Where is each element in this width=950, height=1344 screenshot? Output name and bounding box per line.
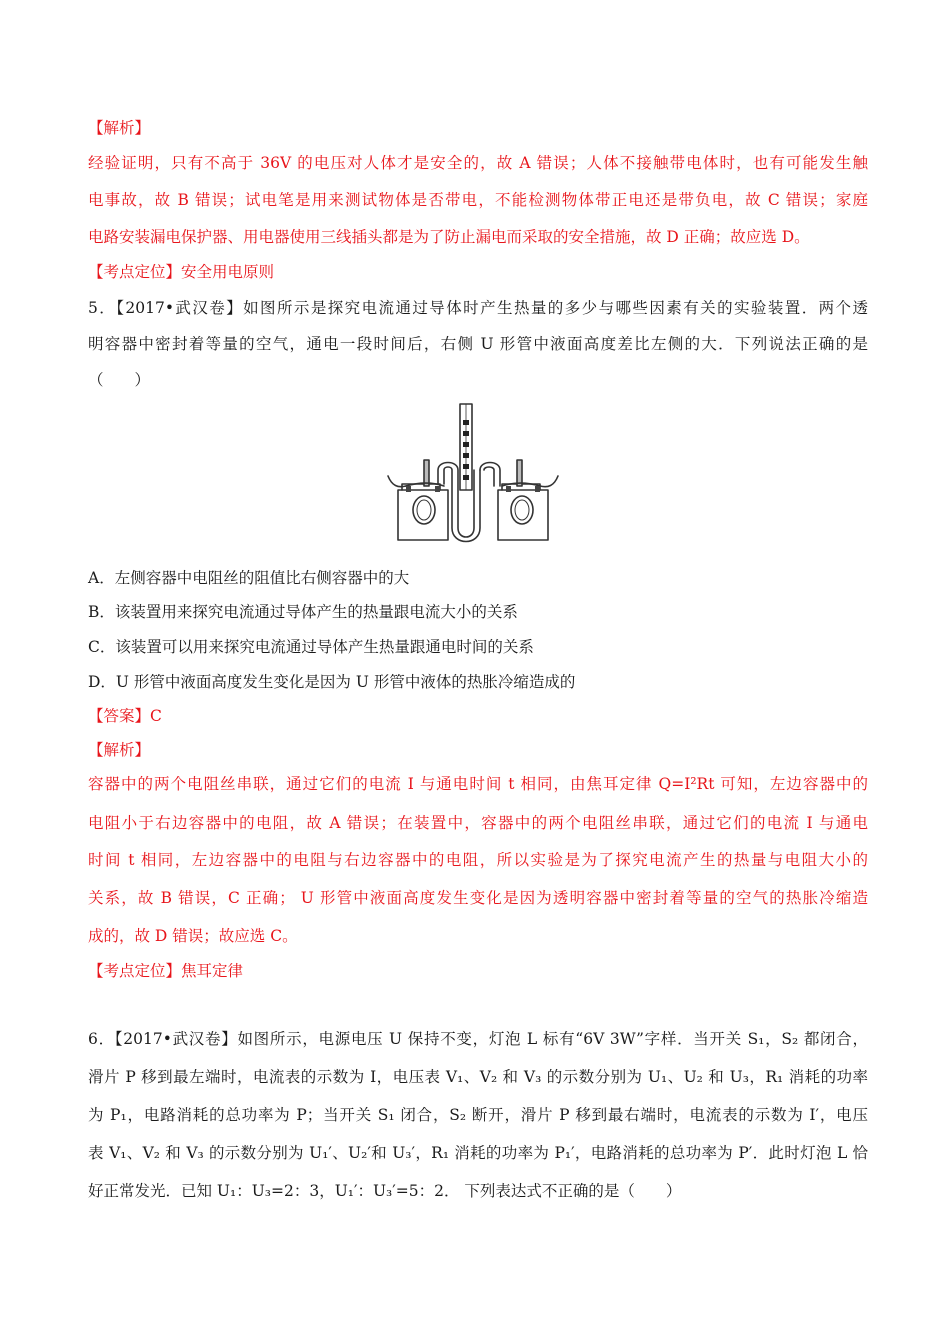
q4-analysis-line-3: 电路安装漏电保护器、用电器使用三线插头都是为了防止漏电而采取的安全措施，故 D 正确；故应选 D。: [88, 228, 810, 246]
q6-stem-line-1: 6．【2017•武汉卷】如图所示，电源电压 U 保持不变，灯泡 L 标有“6V 3W”字样．当开关 S₁，S₂ 都闭合，: [88, 1030, 868, 1048]
q6-stem-line-2: 滑片 P 移到最左端时，电流表的示数为 I，电压表 V₁、V₂ 和 V₃ 的示数分别为 U₁、U₂ 和 U₃，R₁ 消耗的功率: [88, 1068, 868, 1086]
q5-analysis-line-2: 电阻小于右边容器中的电阻，故 A 错误；在装置中，容器中的两个电阻丝串联，通过它们的电流 I 与通电: [88, 814, 868, 832]
q5-stem-line-3: （ ）: [88, 371, 151, 389]
q5-analysis-label: 【解析】: [88, 741, 151, 759]
q5-stem-line-1: 5．【2017•武汉卷】如图所示是探究电流通过导体时产生热量的多少与哪些因素有关的实验装置．两个透: [88, 299, 868, 317]
q5-stem-line-2: 明容器中密封着等量的空气，通电一段时间后，右侧 U 形管中液面高度差比左侧的大．下列说法正确的是: [88, 335, 868, 353]
q4-analysis-label: 【解析】: [88, 119, 151, 137]
q4-analysis-line-2: 电事故，故 B 错误；试电笔是用来测试物体是否带电，不能检测物体带正电还是带负电，故 C 错误；家庭: [88, 191, 868, 209]
q5-analysis-line-4: 关系，故 B 错误，C 正确； U 形管中液面高度发生变化是因为透明容器中密封着等量的空气的热胀冷缩造: [88, 889, 868, 907]
q5-analysis-line-1: 容器中的两个电阻丝串联，通过它们的电流 I 与通电时间 t 相同，由焦耳定律 Q=I²Rt 可知，左边容器中的: [88, 775, 868, 793]
q6-stem-line-3: 为 P₁，电路消耗的总功率为 P；当开关 S₁ 闭合，S₂ 断开，滑片 P 移到最右端时，电流表的示数为 I′，电压: [88, 1106, 868, 1124]
q5-answer: 【答案】C: [88, 707, 162, 725]
q5-option-d: D．U 形管中液面高度发生变化是因为 U 形管中液体的热胀冷缩造成的: [88, 673, 576, 691]
q5-option-b: B．该装置用来探究电流通过导体产生的热量跟电流大小的关系: [88, 603, 518, 621]
q5-option-c: C．该装置可以用来探究电流通过导体产生热量跟通电时间的关系: [88, 638, 534, 656]
q4-analysis-line-1: 经验证明，只有不高于 36V 的电压对人体才是安全的，故 A 错误；人体不接触带电体时，也有可能发生触: [88, 154, 868, 172]
q5-analysis-line-3: 时间 t 相同，左边容器中的电阻与右边容器中的电阻，所以实验是为了探究电流产生的热量与电阻大小的: [88, 851, 868, 869]
q5-analysis-line-5: 成的，故 D 错误；故应选 C。: [88, 927, 298, 945]
q5-point: 【考点定位】焦耳定律: [88, 962, 244, 980]
joule-heating-apparatus-figure: [384, 398, 562, 548]
q6-stem-line-5: 好正常发光．已知 U₁：U₃=2：3，U₁′：U₃′=5：2． 下列表达式不正确的是（ ）: [88, 1182, 682, 1200]
q6-stem-line-4: 表 V₁、V₂ 和 V₃ 的示数分别为 U₁′、U₂′和 U₃′，R₁ 消耗的功率为 P₁′，电路消耗的总功率为 P′．此时灯泡 L 恰: [88, 1144, 868, 1162]
q4-point: 【考点定位】安全用电原则: [88, 263, 275, 281]
q5-option-a: A．左侧容器中电阻丝的阻值比右侧容器中的大: [88, 569, 410, 587]
